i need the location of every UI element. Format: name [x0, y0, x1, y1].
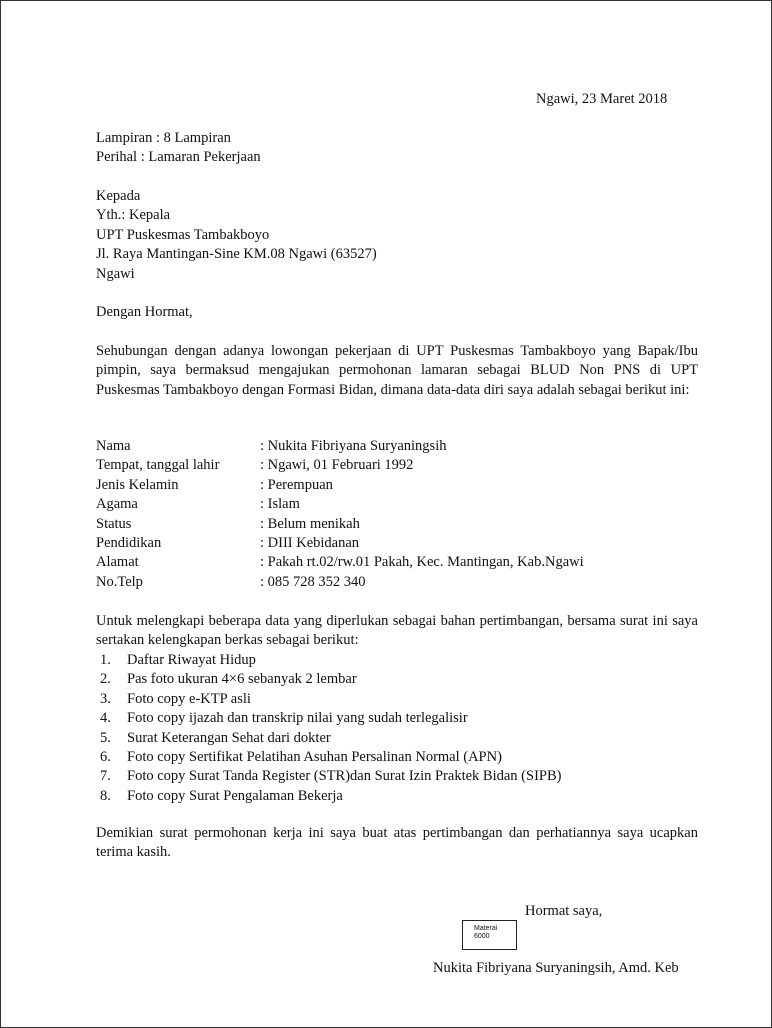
personal-row	[96, 476, 584, 495]
list-number: 1.	[100, 652, 111, 668]
lampiran-line: Lampiran : 8 Lampiran	[96, 130, 231, 146]
list-item	[96, 709, 561, 728]
personal-value: : 085 728 352 340	[260, 573, 366, 590]
list-item	[96, 670, 561, 689]
list-text: Foto copy Surat Tanda Register (STR)dan Surat Izin Praktek Bidan (SIPB)	[127, 768, 562, 785]
personal-row	[96, 573, 584, 592]
intro-paragraph: Sehubungan dengan adanya lowongan pekerjaan di UPT Puskesmas Tambakboyo yang Bapak/Ibu pimpin, saya bermaksud mengajukan permohonan lamaran sebagai BLUD Non PNS di UPT Puskesmas Tambakboyo dengan Formasi Bidan, dimana data-data diri saya adalah sebagai berikut ini:	[96, 343, 698, 398]
list-text: Foto copy Sertifikat Pelatihan Asuhan Persalinan Normal (APN)	[127, 748, 502, 765]
personal-row	[96, 534, 584, 553]
personal-label: Status	[96, 515, 132, 532]
recipient-line: UPT Puskesmas Tambakboyo	[96, 226, 270, 243]
personal-label: Nama	[96, 438, 131, 454]
personal-value: : Nukita Fibriyana Suryaningsih	[260, 438, 447, 454]
personal-row	[96, 515, 584, 534]
letter-date: Ngawi, 23 Maret 2018	[536, 91, 668, 107]
list-text: Foto copy Surat Pengalaman Bekerja	[127, 787, 343, 804]
list-number: 3.	[100, 690, 111, 707]
signature-name: Nukita Fibriyana Suryaningsih, Amd. Keb	[433, 960, 679, 976]
stamp-value: 6000	[474, 933, 490, 940]
attachments-list	[96, 651, 561, 806]
personal-data-table	[96, 437, 584, 592]
personal-row	[96, 553, 584, 572]
list-item	[96, 767, 561, 786]
signoff: Hormat saya,	[525, 903, 603, 919]
personal-value: : Perempuan	[260, 476, 333, 493]
personal-row	[96, 437, 584, 456]
personal-value: : Pakah rt.02/rw.01 Pakah, Kec. Mantingan, Kab.Ngawi	[260, 554, 584, 571]
personal-value: : Ngawi, 01 Februari 1992	[260, 457, 414, 474]
list-text: Surat Keterangan Sehat dari dokter	[127, 729, 331, 746]
personal-label: Agama	[96, 496, 138, 513]
list-text: Foto copy e-KTP asli	[127, 690, 251, 707]
materai-stamp-box	[462, 920, 517, 950]
list-number: 7.	[100, 768, 111, 785]
recipient-block	[96, 187, 377, 284]
personal-row	[96, 456, 584, 475]
recipient-line: Yth.: Kepala	[96, 207, 171, 224]
list-text: Pas foto ukuran 4×6 sebanyak 2 lembar	[127, 671, 357, 688]
list-item	[96, 729, 561, 748]
recipient-line: Jl. Raya Mantingan-Sine KM.08 Ngawi (63527)	[96, 246, 377, 263]
personal-value: : Islam	[260, 496, 300, 513]
list-number: 4.	[100, 710, 111, 727]
list-text: Daftar Riwayat Hidup	[127, 652, 256, 668]
personal-label: Jenis Kelamin	[96, 476, 179, 493]
list-number: 5.	[100, 729, 111, 746]
recipient-line: Kepada	[96, 188, 141, 204]
list-item	[96, 651, 561, 670]
personal-value: : DIII Kebidanan	[260, 534, 360, 551]
personal-label: No.Telp	[96, 573, 143, 590]
greeting: Dengan Hormat,	[96, 304, 193, 320]
perihal-line: Perihal : Lamaran Pekerjaan	[96, 149, 261, 165]
stamp-label: Materai	[474, 925, 498, 932]
list-number: 8.	[100, 787, 111, 804]
personal-row	[96, 495, 584, 514]
list-item	[96, 748, 561, 767]
personal-label: Alamat	[96, 554, 139, 571]
list-item	[96, 690, 561, 709]
list-item	[96, 787, 561, 806]
personal-label: Tempat, tanggal lahir	[96, 457, 220, 474]
closing-paragraph: Demikian surat permohonan kerja ini saya buat atas pertimbangan dan perhatiannya saya ucapkan terima kasih.	[96, 825, 698, 861]
list-number: 2.	[100, 671, 111, 688]
personal-value: : Belum menikah	[260, 515, 360, 532]
list-text: Foto copy ijazah dan transkrip nilai yang sudah terlegalisir	[127, 710, 468, 727]
personal-label: Pendidikan	[96, 534, 162, 551]
recipient-line: Ngawi	[96, 265, 135, 282]
list-number: 6.	[100, 748, 111, 765]
attachments-intro: Untuk melengkapi beberapa data yang diperlukan sebagai bahan pertimbangan, bersama surat ini saya sertakan kelengkapan berkas sebagai berikut:	[96, 613, 698, 649]
